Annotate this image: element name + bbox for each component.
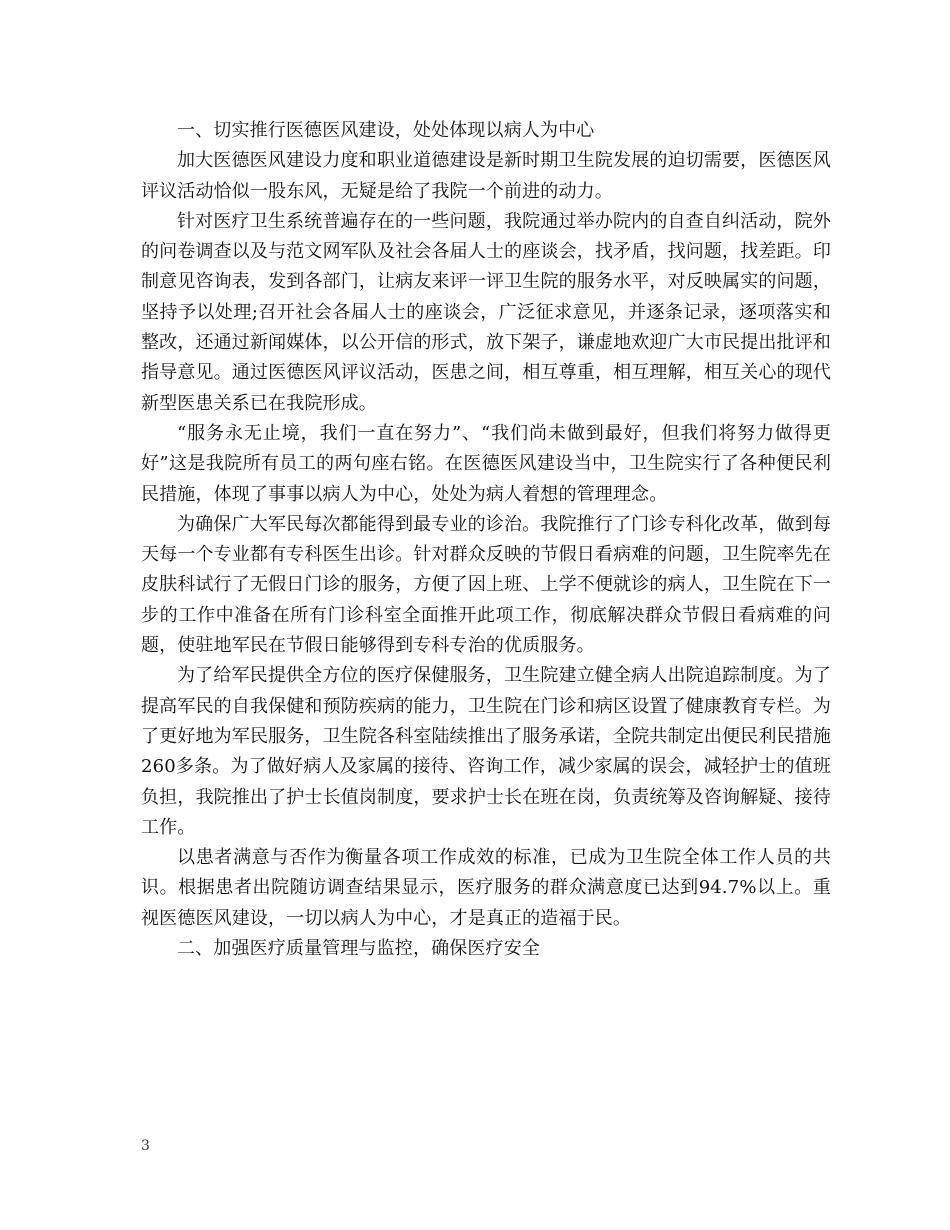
document-body [141,116,831,964]
page-number: 3 [141,1138,150,1154]
section-heading-1: 一、切实推行医德医风建设，处处体现以病人为中心 [177,120,595,141]
paragraph-1: 加大医德医风建设力度和职业道德建设是新时期卫生院发展的迫切需要，医德医风评议活动恰似一股东风，无疑是给了我院一个前进的动力。 [141,150,831,202]
paragraph-6: 以患者满意与否作为衡量各项工作成效的标准，已成为卫生院全体工作人员的共识。根据患者出院随访调查结果显示，医疗服务的群众满意度已达到94.7%以上。重视医德医风建设，一切以病人为中心，才是真正的造福于民。 [141,847,831,929]
section-heading-2: 二、加强医疗质量管理与监控，确保医疗安全 [177,938,540,960]
paragraph-3: “服务永无止境，我们一直在努力”、“我们尚未做到最好，但我们将努力做得更好”这是我院所有员工的两句座右铭。在医德医风建设当中，卫生院实行了各种便民利民措施，体现了事事以病人为中心，处处为病人着想的管理理念。 [141,422,831,505]
paragraph-2: 针对医疗卫生系统普遍存在的一些问题，我院通过举办院内的自查自纠活动，院外的问卷调查以及与范文网军队及社会各届人士的座谈会，找矛盾，找问题，找差距。印制意见咨询表，发到各部门，让病友来评一评卫生院的服务水平，对反映属实的问题，坚持予以处理;召开社会各届人士的座谈会，广泛征求意见，并逐条记录，逐项落实和整改，还通过新闻媒体，以公开信的形式，放下架子，谦虚地欢迎广大市民提出批评和指导意见。通过医德医风评议活动，医患之间，相互尊重，相互理解，相互关心的现代新型医患关系已在我院形成。 [141,210,831,414]
paragraph-4: 为确保广大军民每次都能得到最专业的诊治。我院推行了门诊专科化改革，做到每天每一个专业都有专科医生出诊。针对群众反映的节假日看病难的问题，卫生院率先在皮肤科试行了无假日门诊的服务，方便了因上班、上学不便就诊的病人，卫生院在下一步的工作中准备在所有门诊科室全面推开此项工作，彻底解决群众节假日看病难的问题，使驻地军民在节假日能够得到专科专治的优质服务。 [141,513,831,657]
paragraph-5: 为了给军民提供全方位的医疗保健服务，卫生院建立健全病人出院追踪制度。为了提高军民的自我保健和预防疾病的能力，卫生院在门诊和病区设置了健康教育专栏。为了更好地为军民服务，卫生院各科室陆续推出了服务承诺，全院共制定出便民利民措施260多条。为了做好病人及家属的接待、咨询工作，减少家属的误会，减轻护士的值班负担，我院推出了护士长值岗制度，要求护士长在班在岗，负责统筹及咨询解疑、接待工作。 [141,665,831,838]
